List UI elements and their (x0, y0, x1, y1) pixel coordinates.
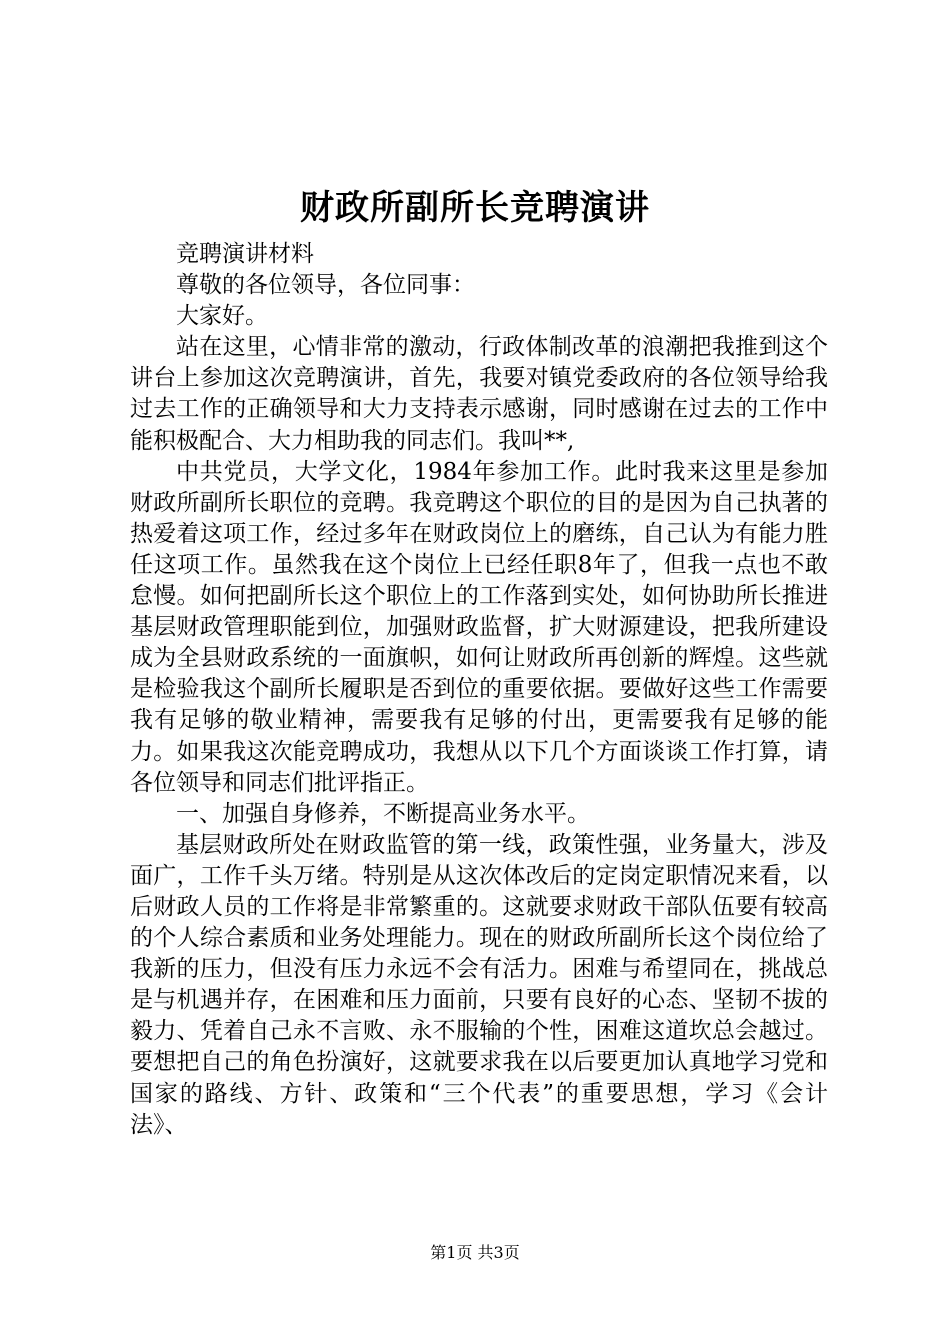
paragraph-material-label: 竞聘演讲材料 (176, 241, 314, 267)
document-body (130, 239, 828, 1141)
paragraph-salutation: 尊敬的各位领导，各位同事： (176, 272, 475, 299)
paragraph-section-1: 基层财政所处在财政监管的第一线，政策性强，业务量大，涉及面广，工作千头万绪。特别是从这次体改后的定岗定职情况来看，以后财政人员的工作将是非常繁重的。这就要求财政干部队伍要有较高的个人综合素质和业务处理能力。现在的财政所副所长这个岗位给了我新的压力，但没有压力永远不会有活力。困难与希望同在，挑战总是与机遇并存，在困难和压力面前，只要有良好的心态、坚韧不拔的毅力、凭着自己永不言败、永不服输的个性，困难这道坎总会越过。要想把自己的角色扮演好，这就要求我在以后要更加认真地学习党和国家的路线、方针、政策和“三个代表”的重要思想，学习《会计法》、 (130, 831, 828, 1138)
section-heading-1: 一、加强自身修养，不断提高业务水平。 (176, 800, 590, 827)
paragraph-background: 中共党员，大学文化，1984年参加工作。此时我来这里是参加财政所副所长职位的竞聘。我竞聘这个职位的目的是因为自己执著的热爱着这项工作，经过多年在财政岗位上的磨练，自己认为有能力胜任这项工作。虽然我在这个岗位上已经任职8年了，但我一点也不敢怠慢。如何把副所长这个职位上的工作落到实处，如何协助所长推进基层财政管理职能到位，加强财政监督，扩大财源建设，把我所建设成为全县财政系统的一面旗帜，如何让财政所再创新的辉煌。这些就是检验我这个副所长履职是否到位的重要依据。要做好这些工作需要我有足够的敬业精神，需要我有足够的付出，更需要我有足够的能力。如果我这次能竞聘成功，我想从以下几个方面谈谈工作打算，请各位领导和同志们批评指正。 (130, 458, 828, 796)
page-number-footer: 第1页 共3页 (430, 1243, 520, 1262)
paragraph-introduction: 站在这里，心情非常的激动，行政体制改革的浪潮把我推到这个讲台上参加这次竞聘演讲，首先，我要对镇党委政府的各位领导给我过去工作的正确领导和大力支持表示感谢，同时感谢在过去的工作中能积极配合、大力相助我的同志们。我叫**, (130, 334, 828, 454)
paragraph-greeting: 大家好。 (176, 303, 268, 330)
document-title: 财政所副所长竞聘演讲 (300, 188, 650, 228)
